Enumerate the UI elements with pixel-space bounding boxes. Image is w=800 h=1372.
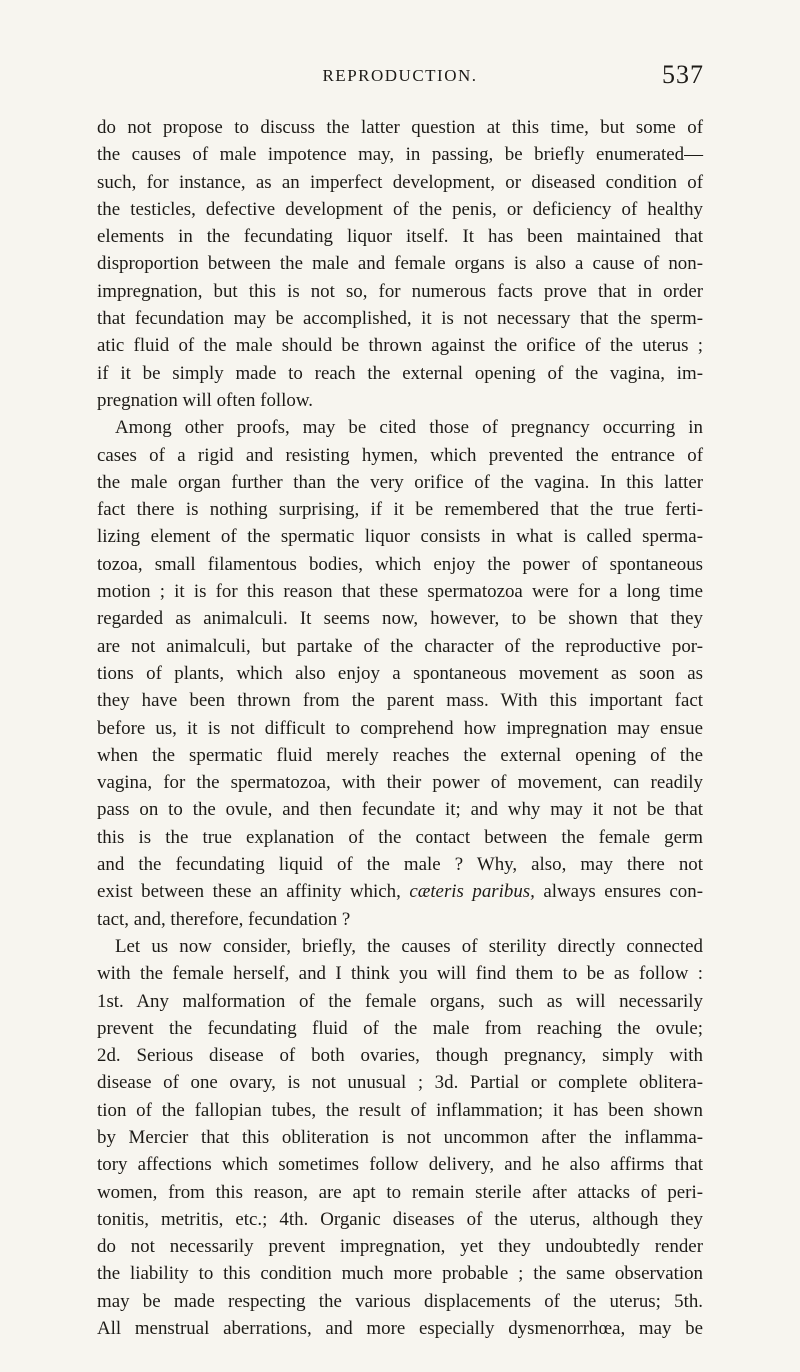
text-line: women, from this reason, are apt to remain sterile after attacks of peri-	[97, 1181, 703, 1203]
text-line: tact, and, therefore, fecundation ?	[97, 908, 351, 930]
text-line: atic fluid of the male should be thrown against the orifice of the uterus ;	[97, 335, 703, 357]
text-line: disproportion between the male and female organs is also a cause of non-	[97, 253, 703, 275]
text-line: are not animalculi, but partake of the character of the reproductive por-	[97, 635, 703, 657]
page-number: 537	[662, 60, 704, 89]
text-line: that fecundation may be accomplished, it is not necessary that the sperm-	[97, 308, 703, 330]
text-line: pass on to the ovule, and then fecundate it; and why may it not be that	[97, 799, 703, 821]
body-text	[97, 114, 703, 1342]
text-line: they have been thrown from the parent mass. With this important fact	[97, 690, 703, 712]
text-line: tions of plants, which also enjoy a spontaneous movement as soon as	[97, 662, 703, 684]
text-line: motion ; it is for this reason that these spermatozoa were for a long time	[97, 581, 703, 603]
text-line: fact there is nothing surprising, if it be remembered that the true ferti-	[97, 499, 703, 521]
text-line: 2d. Serious disease of both ovaries, though pregnancy, simply with	[97, 1045, 703, 1067]
text-line: tonitis, metritis, etc.; 4th. Organic diseases of the uterus, although they	[97, 1208, 703, 1230]
text-line: the male organ further than the very orifice of the vagina. In this latter	[97, 471, 703, 493]
text-line: tozoa, small filamentous bodies, which enjoy the power of spontaneous	[97, 553, 703, 575]
text-line: Among other proofs, may be cited those of pregnancy occurring in	[115, 417, 703, 439]
text-line: cases of a rigid and resisting hymen, which prevented the entrance of	[97, 444, 703, 466]
text-line: may be made respecting the various displacements of the uterus; 5th.	[97, 1290, 703, 1312]
text-line: Let us now consider, briefly, the causes of sterility directly connected	[115, 935, 703, 957]
text-line	[97, 878, 703, 905]
text-line: the causes of male impotence may, in passing, be briefly enumerated—	[97, 144, 703, 166]
running-head	[0, 60, 800, 96]
text-line: with the female herself, and I think you will find them to be as follow :	[97, 963, 703, 985]
text-line: if it be simply made to reach the external opening of the vagina, im-	[97, 362, 703, 384]
text-line: do not propose to discuss the latter question at this time, but some of	[97, 117, 703, 138]
text-line: the liability to this condition much more probable ; the same observation	[97, 1263, 703, 1285]
text-line: lizing element of the spermatic liquor consists in what is called sperma-	[97, 526, 703, 548]
text-line: pregnation will often follow.	[97, 389, 313, 411]
text-line: and the fecundating liquid of the male ? Why, also, may there not	[97, 854, 703, 876]
running-title: REPRODUCTION.	[322, 66, 478, 85]
text-line: this is the true explanation of the contact between the female germ	[97, 826, 703, 848]
text-line: prevent the fecundating fluid of the male from reaching the ovule;	[97, 1017, 703, 1039]
text-segment: exist between these an affinity which,	[97, 881, 410, 903]
text-line: tion of the fallopian tubes, the result of inflammation; it has been shown	[97, 1099, 703, 1121]
text-line: by Mercier that this obliteration is not uncommon after the inflamma-	[97, 1126, 703, 1148]
text-line: tory affections which sometimes follow delivery, and he also affirms that	[97, 1154, 703, 1176]
text-line: All menstrual aberrations, and more especially dysmenorrhœa, may be	[97, 1318, 703, 1340]
text-line: do not necessarily prevent impregnation, yet they undoubtedly render	[97, 1236, 703, 1258]
text-line: when the spermatic fluid merely reaches the external opening of the	[97, 744, 703, 766]
text-line: before us, it is not difficult to comprehend how impregnation may ensue	[97, 717, 703, 739]
text-line: such, for instance, as an imperfect development, or diseased condition of	[97, 171, 703, 193]
text-line: vagina, for the spermatozoa, with their power of movement, can readily	[97, 772, 703, 794]
text-line: the testicles, defective development of the penis, or deficiency of healthy	[97, 198, 703, 220]
text-segment: always ensures con-	[534, 881, 703, 903]
text-line: regarded as animalculi. It seems now, however, to be shown that they	[97, 608, 703, 630]
italic-phrase: cæteris paribus,	[409, 881, 535, 903]
text-line: elements in the fecundating liquor itself. It has been maintained that	[97, 226, 703, 248]
text-line: disease of one ovary, is not unusual ; 3d. Partial or complete oblitera-	[97, 1072, 703, 1094]
text-line: 1st. Any malformation of the female organs, such as will necessarily	[97, 990, 703, 1012]
text-line: impregnation, but this is not so, for numerous facts prove that in order	[97, 280, 703, 302]
